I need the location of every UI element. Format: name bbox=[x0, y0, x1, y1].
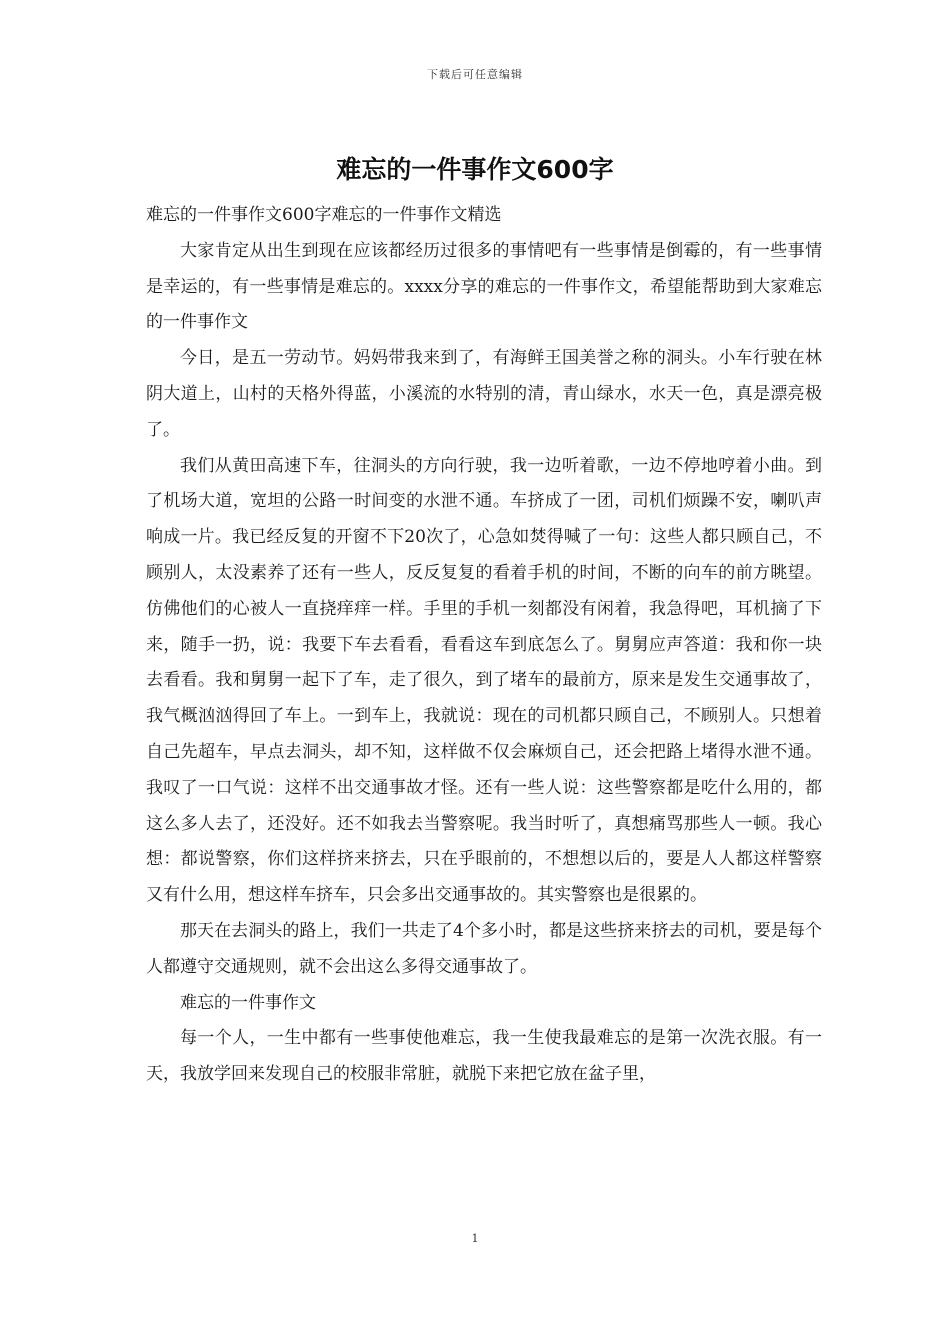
paragraph-traffic-jam: 我们从黄田高速下车，往洞头的方向行驶，我一边听着歌，一边不停地哼着小曲。到了机场大道，宽坦的公路一时间变的水泄不通。车挤成了一团，司机们烦躁不安，喇叭声响成一片。我已经反复的开窗不下20次了，心急如焚得喊了一句：这些人都只顾自己，不顾别人，太没素养了还有一些人，反反复复的看着手机的时间，不断的向车的前方眺望。仿佛他们的心被人一直挠痒痒一样。手里的手机一刻都没有闲着，我急得吧，耳机摘了下来，随手一扔，说：我要下车去看看，看看这车到底怎么了。舅舅应声答道：我和你一块去看看。我和舅舅一起下了车，走了很久，到了堵车的最前方，原来是发生交通事故了，我气概汹汹得回了车上。一到车上，我就说：现在的司机都只顾自己，不顾别人。只想着自己先超车，早点去洞头，却不知，这样做不仅会麻烦自己，还会把路上堵得水泄不通。我叹了一口气说：这样不出交通事故才怪。还有一些人说：这些警察都是吃什么用的，都这么多人去了，还没好。还不如我去当警察呢。我当时听了，真想痛骂那些人一顿。我心想：都说警察，你们这样挤来挤去，只在乎眼前的，不想想以后的，要是人人都这样警察又有什么用，想这样车挤车，只会多出交通事故的。其实警察也是很累的。 bbox=[146, 455, 822, 906]
document-body bbox=[146, 198, 822, 1093]
paragraph-conclusion: 那天在去洞头的路上，我们一共走了4个多小时，都是这些挤来挤去的司机，要是每个人都遵守交通规则，就不会出这么多得交通事故了。 bbox=[146, 920, 822, 977]
paragraph-laundry: 每一个人，一生中都有一些事使他难忘，我一生使我最难忘的是第一次洗衣服。有一天，我放学回来发现自己的校服非常脏，就脱下来把它放在盆子里， bbox=[146, 1028, 822, 1085]
paragraph-intro: 大家肯定从出生到现在应该都经历过很多的事情吧有一些事情是倒霉的，有一些事情是幸运的，有一些事情是难忘的。xxxx分享的难忘的一件事作文，希望能帮助到大家难忘的一件事作文 bbox=[146, 240, 822, 333]
paragraph-labor-day: 今日，是五一劳动节。妈妈带我来到了，有海鲜王国美誉之称的洞头。小车行驶在林阴大道上，山村的天格外得蓝，小溪流的水特别的清，青山绿水，水天一色，真是漂亮极了。 bbox=[146, 348, 822, 440]
document-title: 难忘的一件事作文600字 bbox=[336, 155, 614, 184]
page-header: 下载后可任意编辑 bbox=[427, 68, 523, 81]
paragraph-section-heading: 难忘的一件事作文 bbox=[180, 992, 316, 1013]
paragraph-subtitle: 难忘的一件事作文600字难忘的一件事作文精选 bbox=[146, 205, 502, 225]
page-number: 1 bbox=[471, 1232, 479, 1245]
